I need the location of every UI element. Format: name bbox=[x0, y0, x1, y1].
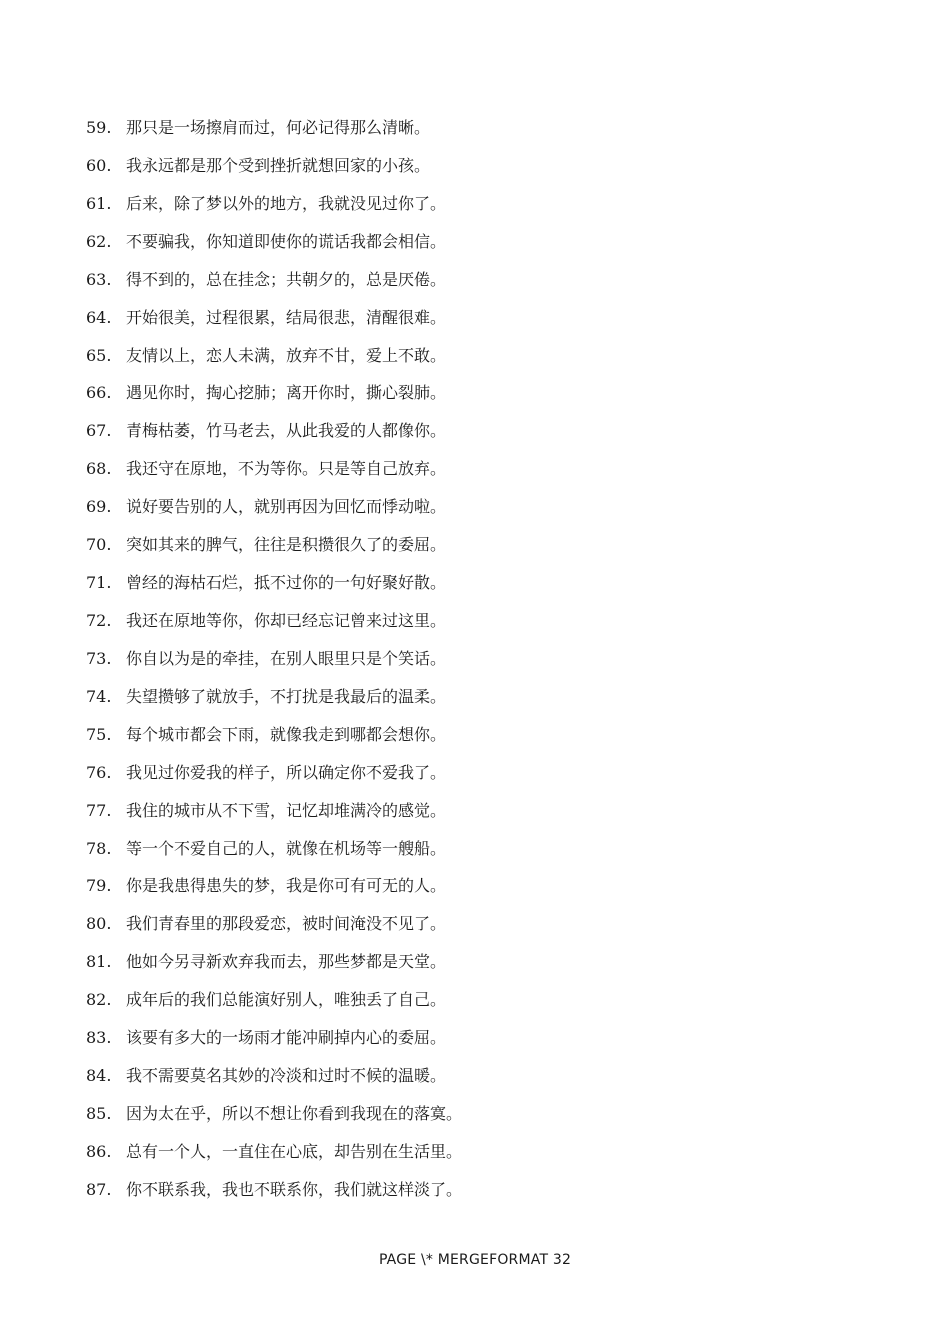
item-text: 我住的城市从不下雪，记忆却堆满冷的感觉。 bbox=[126, 800, 447, 820]
item-text: 失望攒够了就放手，不打扰是我最后的温柔。 bbox=[126, 686, 447, 706]
list-item bbox=[86, 147, 462, 185]
list-item bbox=[86, 223, 462, 261]
item-text: 开始很美，过程很累，结局很悲，清醒很难。 bbox=[126, 307, 447, 327]
item-number: 86. bbox=[86, 1141, 112, 1161]
list-item bbox=[86, 943, 462, 981]
item-number: 70. bbox=[86, 535, 112, 555]
item-text: 曾经的海枯石烂，抵不过你的一句好聚好散。 bbox=[126, 573, 447, 593]
item-number: 69. bbox=[86, 497, 112, 517]
list-item bbox=[86, 374, 462, 412]
list-item bbox=[86, 640, 462, 678]
item-number: 67. bbox=[86, 421, 112, 441]
item-text: 因为太在乎，所以不想让你看到我现在的落寞。 bbox=[126, 1103, 463, 1123]
list-item bbox=[86, 337, 462, 375]
item-text: 等一个不爱自己的人，就像在机场等一艘船。 bbox=[126, 838, 447, 858]
item-text: 该要有多大的一场雨才能冲刷掉内心的委屈。 bbox=[126, 1028, 447, 1048]
item-number: 72. bbox=[86, 610, 112, 630]
item-number: 74. bbox=[86, 686, 112, 706]
list-item bbox=[86, 488, 462, 526]
item-number: 79. bbox=[86, 876, 112, 896]
page-footer: PAGE \* MERGEFORMAT 32 bbox=[378, 1252, 572, 1268]
list-item bbox=[86, 678, 462, 716]
item-text: 不要骗我，你知道即使你的谎话我都会相信。 bbox=[126, 231, 447, 251]
item-text: 我还守在原地，不为等你。只是等自己放弃。 bbox=[126, 459, 447, 479]
item-text: 你自以为是的牵挂，在别人眼里只是个笑话。 bbox=[126, 648, 447, 668]
item-text: 那只是一场擦肩而过，何必记得那么清晰。 bbox=[126, 118, 431, 137]
item-text: 青梅枯萎，竹马老去，从此我爱的人都像你。 bbox=[126, 421, 447, 441]
list-item bbox=[86, 299, 462, 337]
list-item bbox=[86, 1019, 462, 1057]
list-item bbox=[86, 602, 462, 640]
item-text: 我见过你爱我的样子，所以确定你不爱我了。 bbox=[126, 762, 447, 782]
list-item bbox=[86, 1133, 462, 1171]
list-item bbox=[86, 1171, 462, 1209]
item-text: 友情以上，恋人未满，放弃不甘，爱上不敢。 bbox=[126, 345, 447, 365]
item-text: 得不到的，总在挂念；共朝夕的，总是厌倦。 bbox=[126, 269, 447, 289]
item-number: 68. bbox=[86, 459, 112, 479]
item-text: 后来，除了梦以外的地方，我就没见过你了。 bbox=[126, 193, 447, 213]
item-number: 80. bbox=[86, 914, 112, 934]
item-text: 我永远都是那个受到挫折就想回家的小孩。 bbox=[126, 155, 431, 175]
item-number: 84. bbox=[86, 1066, 112, 1086]
list-item bbox=[86, 412, 462, 450]
item-number: 77. bbox=[86, 800, 112, 820]
item-number: 66. bbox=[86, 383, 112, 403]
item-text: 我不需要莫名其妙的冷淡和过时不候的温暖。 bbox=[126, 1066, 447, 1086]
item-number: 64. bbox=[86, 307, 112, 327]
item-number: 82. bbox=[86, 990, 112, 1010]
item-number: 83. bbox=[86, 1028, 112, 1048]
quote-list bbox=[86, 109, 462, 1209]
list-item bbox=[86, 1095, 462, 1133]
item-text: 你是我患得患失的梦，我是你可有可无的人。 bbox=[126, 876, 447, 896]
list-item bbox=[86, 1057, 462, 1095]
item-text: 我还在原地等你，你却已经忘记曾来过这里。 bbox=[126, 610, 447, 630]
item-text: 突如其来的脾气，往往是积攒很久了的委屈。 bbox=[126, 535, 447, 555]
item-number: 65. bbox=[86, 345, 112, 365]
item-number: 85. bbox=[86, 1103, 112, 1123]
list-item bbox=[86, 716, 462, 754]
item-number: 78. bbox=[86, 838, 112, 858]
item-text: 我们青春里的那段爱恋，被时间淹没不见了。 bbox=[126, 914, 447, 934]
item-text: 成年后的我们总能演好别人，唯独丢了自己。 bbox=[126, 990, 447, 1010]
list-item bbox=[86, 981, 462, 1019]
list-item bbox=[86, 526, 462, 564]
item-number: 63. bbox=[86, 269, 112, 289]
list-item bbox=[86, 185, 462, 223]
item-number: 61. bbox=[86, 193, 112, 213]
list-item bbox=[86, 109, 462, 147]
item-text: 说好要告别的人，就别再因为回忆而悸动啦。 bbox=[126, 497, 447, 517]
item-text: 你不联系我，我也不联系你，我们就这样淡了。 bbox=[126, 1179, 463, 1199]
item-text: 遇见你时，掏心挖肺；离开你时，撕心裂肺。 bbox=[126, 383, 447, 403]
item-number: 60. bbox=[86, 155, 112, 175]
item-number: 87. bbox=[86, 1179, 112, 1199]
list-item bbox=[86, 261, 462, 299]
item-text: 每个城市都会下雨，就像我走到哪都会想你。 bbox=[126, 724, 447, 744]
list-item bbox=[86, 830, 462, 868]
item-number: 62. bbox=[86, 231, 112, 251]
item-number: 75. bbox=[86, 724, 112, 744]
item-number: 76. bbox=[86, 762, 112, 782]
item-text: 他如今另寻新欢弃我而去，那些梦都是天堂。 bbox=[126, 952, 447, 972]
item-number: 81. bbox=[86, 952, 112, 972]
list-item bbox=[86, 905, 462, 943]
list-item bbox=[86, 867, 462, 905]
list-item bbox=[86, 564, 462, 602]
list-item bbox=[86, 754, 462, 792]
item-number: 59. bbox=[86, 118, 112, 137]
item-number: 73. bbox=[86, 648, 112, 668]
list-item bbox=[86, 792, 462, 830]
item-text: 总有一个人，一直住在心底，却告别在生活里。 bbox=[126, 1141, 463, 1161]
list-item bbox=[86, 450, 462, 488]
item-number: 71. bbox=[86, 573, 112, 593]
